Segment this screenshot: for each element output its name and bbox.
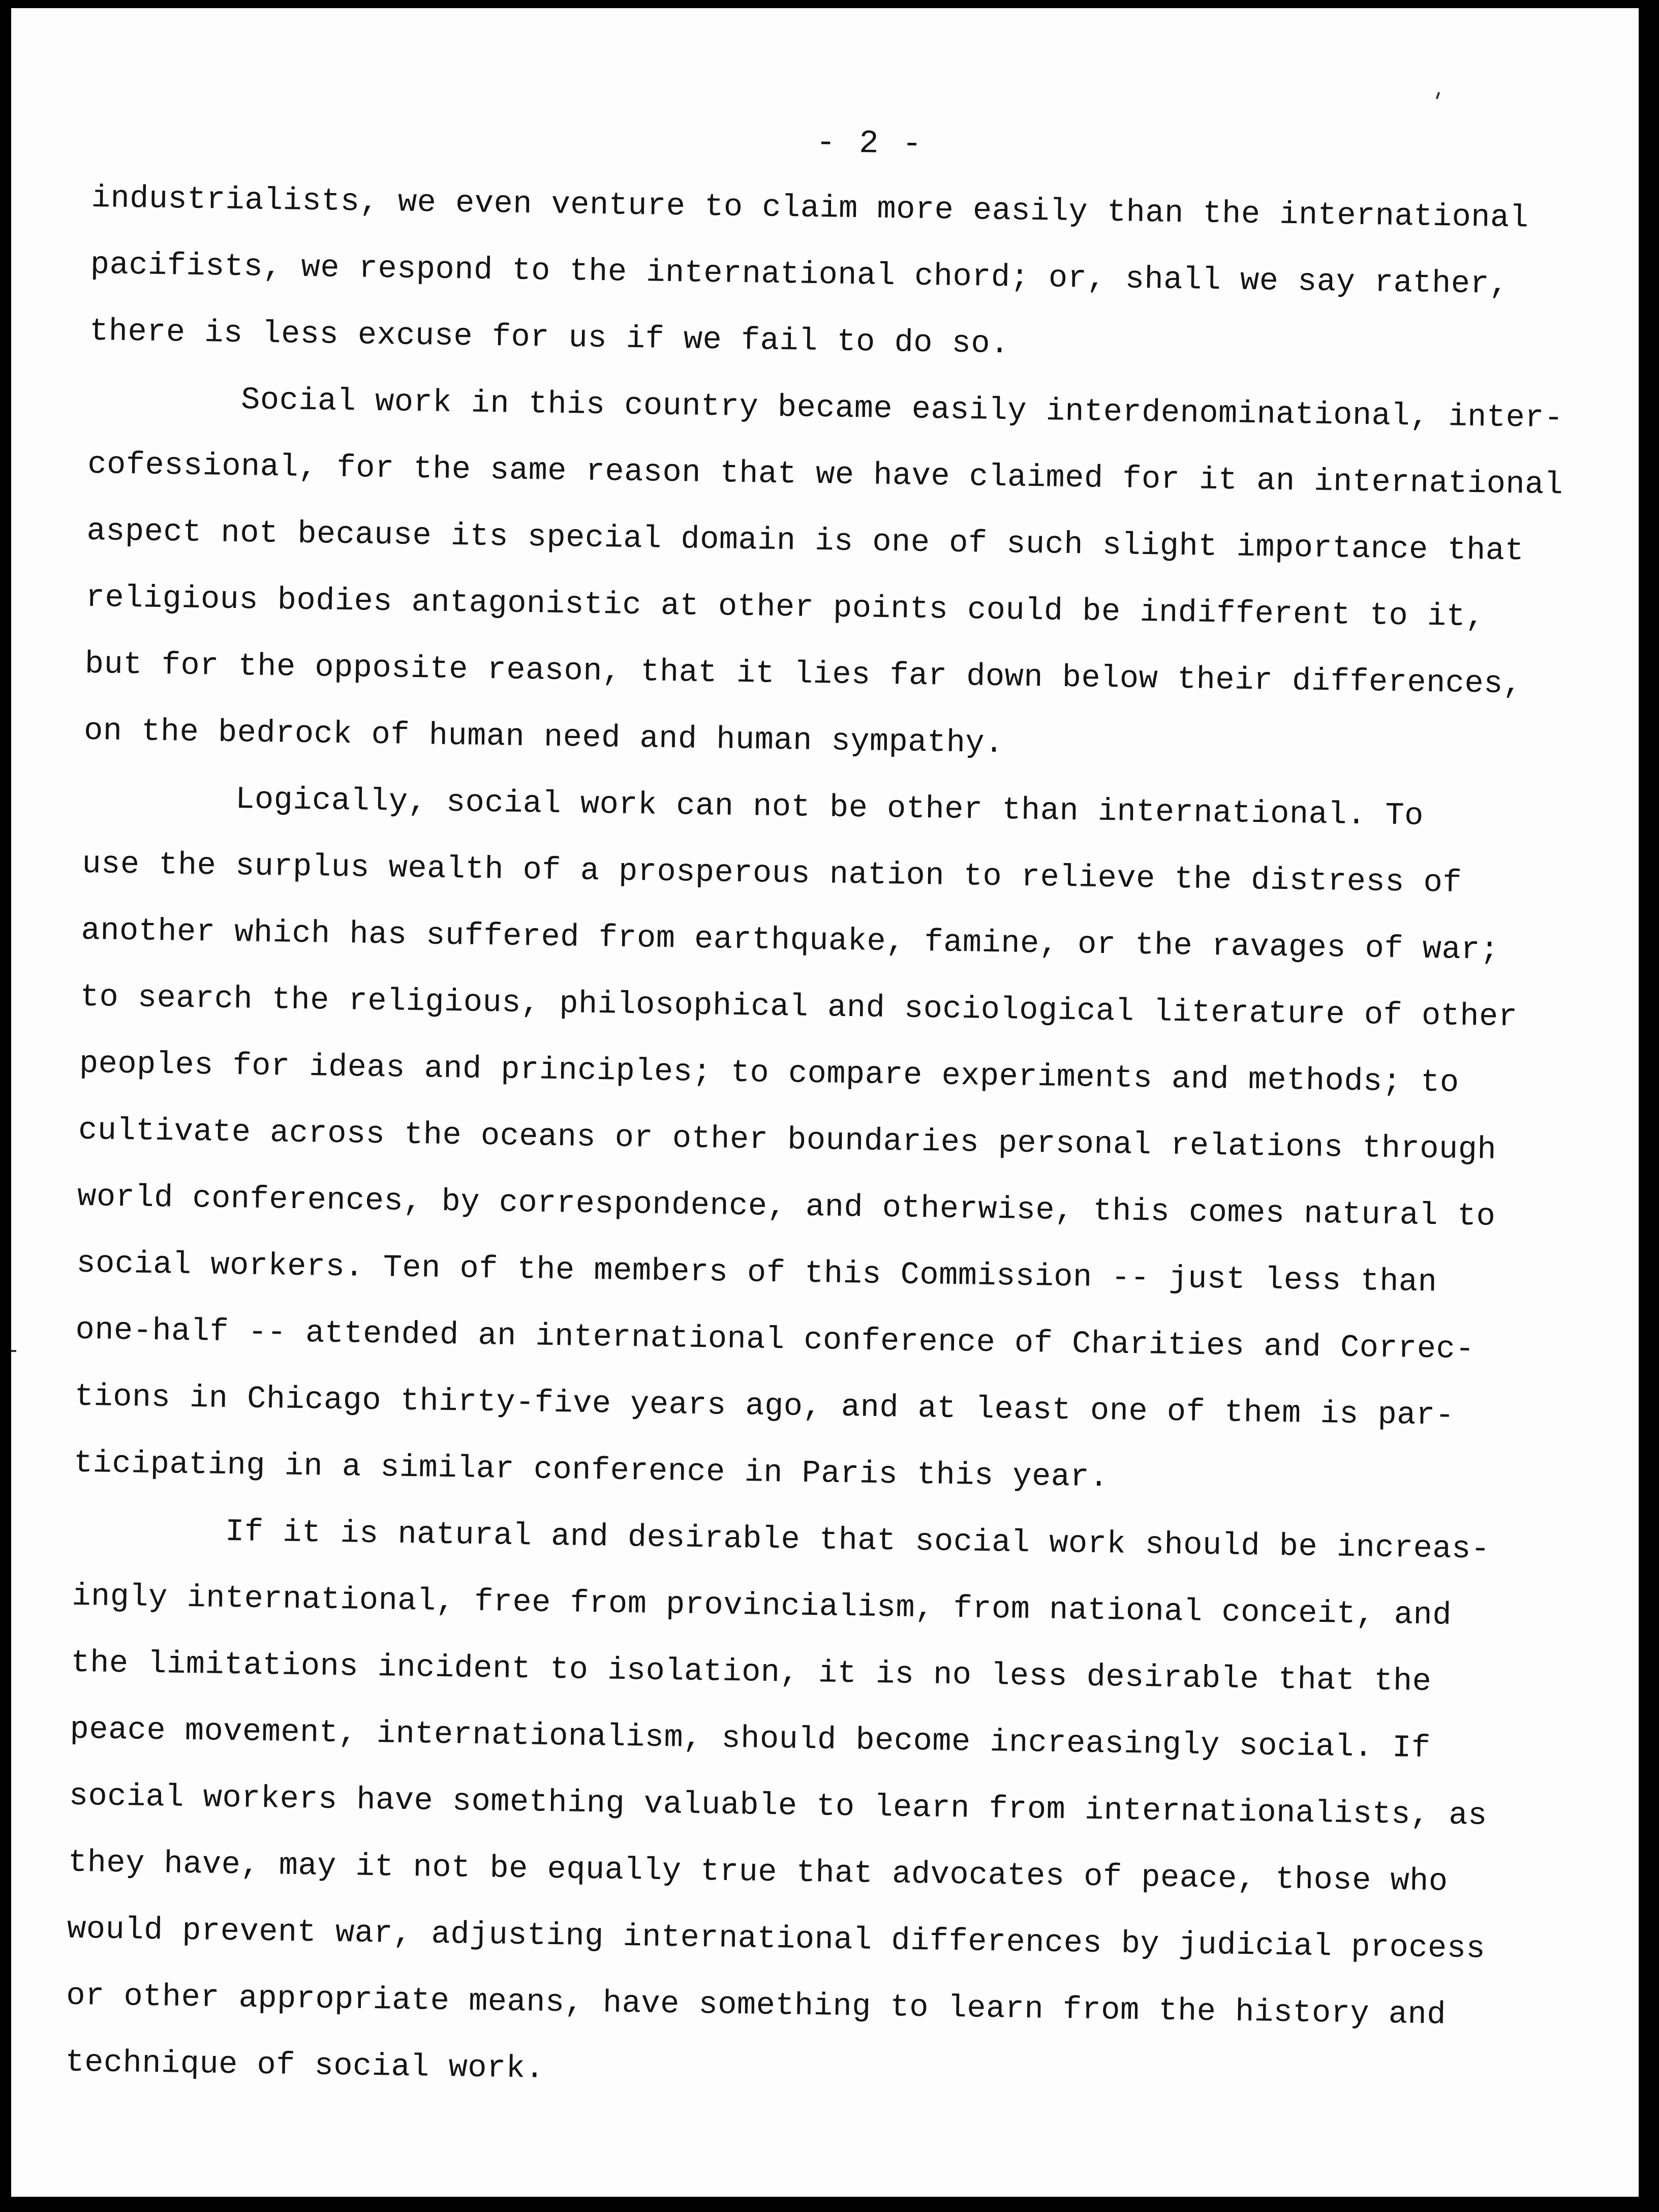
text-line: religious bodies antagonistic at other points could be indifferent to it, (85, 579, 1485, 635)
text-line: they have, may it not be equally true that advocates of peace, those who (68, 1844, 1449, 1900)
text-line: on the bedrock of human need and human sympathy. (83, 712, 1004, 762)
text-line: would prevent war, adjusting international differences by judicial process (67, 1911, 1486, 1967)
text-line: peoples for ideas and principles; to compare experiments and methods; to (79, 1045, 1460, 1101)
text-line: another which has suffered from earthquake, famine, or the ravages of war; (81, 912, 1500, 968)
text-line: ingly international, free from provincialism, from national conceit, and (71, 1578, 1452, 1634)
document-page (11, 8, 1639, 2197)
text-line: social workers have something valuable to learn from internationalists, as (69, 1777, 1488, 1834)
typewritten-text (65, 115, 1607, 2116)
text-line: aspect not because its special domain is one of such slight importance that (86, 512, 1524, 569)
text-line: use the surplus wealth of a prosperous nation to relieve the distress of (81, 845, 1462, 901)
text-line: cofessional, for the same reason that we have claimed for it an international (87, 446, 1563, 503)
text-line: but for the opposite reason, that it lies far down below their differences, (84, 646, 1523, 702)
paragraph-start-line: Social work in this country became easily interdenominational, inter- (240, 382, 1564, 437)
text-line: technique of social work. (65, 2044, 545, 2087)
margin-mark (11, 1350, 16, 1352)
page-number: - 2 - (815, 125, 924, 163)
text-line: industrialists, we even venture to claim more easily than the international (91, 179, 1529, 236)
text-line: one-half -- attended an international conference of Charities and Correc- (75, 1311, 1475, 1368)
text-line: cultivate across the oceans or other boundaries personal relations through (78, 1112, 1497, 1168)
text-line: tions in Chicago thirty-five years ago, and at least one of them is par- (74, 1378, 1455, 1434)
text-line: the limitations incident to isolation, it is no less desirable that the (70, 1644, 1432, 1700)
margin-mark (1436, 92, 1440, 100)
text-line: pacifists, we respond to the international chord; or, shall we say rather, (90, 246, 1509, 302)
text-line: social workers. Ten of the members of this Commission -- just less than (76, 1245, 1437, 1301)
paragraph-start-line: Logically, social work can not be other than international. To (235, 781, 1424, 834)
text-line: or other appropriate means, have something to learn from the history and (66, 1977, 1447, 2033)
paragraph-start-line: If it is natural and desirable that social work should be increas- (225, 1513, 1490, 1568)
text-line: world conferences, by correspondence, and otherwise, this comes natural to (77, 1178, 1496, 1235)
text-line: to search the religious, philosophical and sociological literature of other (80, 978, 1518, 1035)
text-line: there is less excuse for us if we fail to do so. (89, 313, 1010, 362)
text-line: ticipating in a similar conference in Paris this year. (73, 1445, 1109, 1496)
text-line: peace movement, internationalism, should become increasingly social. If (70, 1711, 1431, 1767)
